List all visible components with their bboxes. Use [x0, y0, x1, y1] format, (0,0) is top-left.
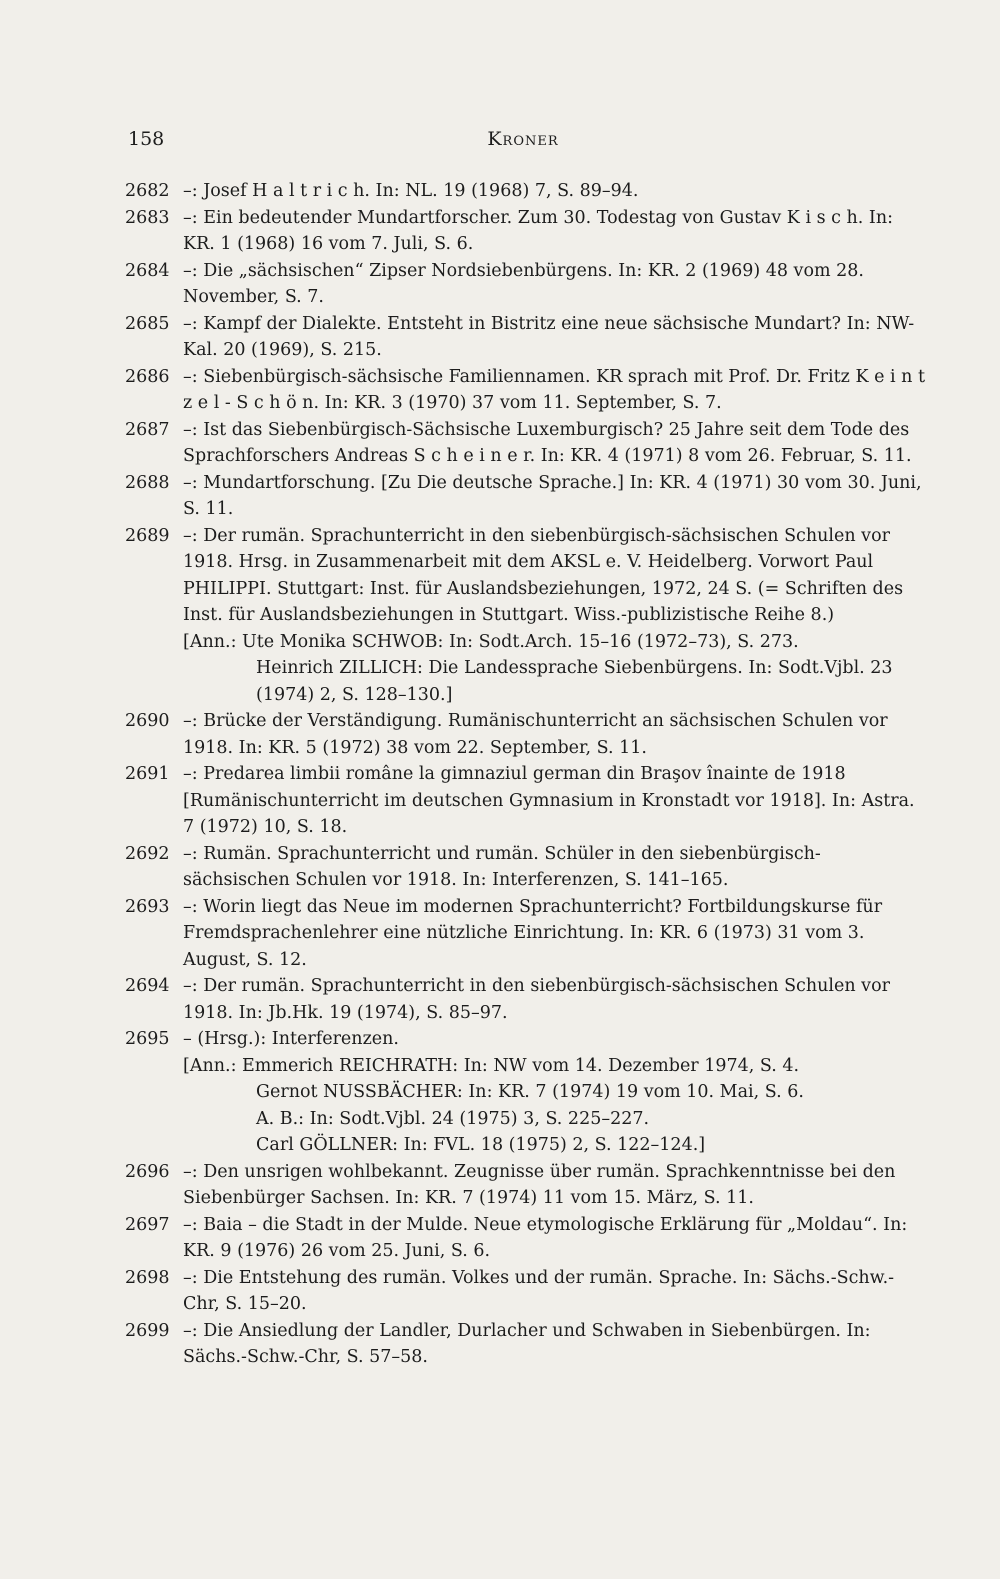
- entry-text: –: Baia – die Stadt in der Mulde. Neue etymologische Erklärung für „Moldau“. In: KR. 9 (1976) 26 vom 25. Juni, S. 6.: [183, 1214, 908, 1261]
- bibliography-entry: [125, 311, 927, 364]
- entry-number: 2684: [125, 260, 170, 281]
- entry-number: 2691: [125, 764, 170, 784]
- bibliography-entry: [125, 178, 927, 205]
- annotation-line: Gernot NUSSBÄCHER: In: KR. 7 (1974) 19 vom 10. Mai, S. 6.: [256, 1082, 804, 1102]
- entry-text: –: Den unsrigen wohlbekannt. Zeugnisse über rumän. Sprachkenntnisse bei den Siebenbürger Sachsen. In: KR. 7 (1974) 11 vom 15. März, S. 11.: [183, 1161, 896, 1208]
- annotation-block: [125, 629, 927, 709]
- entry-number: 2683: [125, 207, 170, 228]
- entry-number: 2688: [125, 472, 170, 493]
- entry-number: 2685: [125, 313, 170, 334]
- bibliography-entry: [125, 1026, 927, 1053]
- annotation-line: A. B.: In: Sodt.Vjbl. 24 (1975) 3, S. 225–227.: [256, 1108, 650, 1129]
- bibliography-entry: [125, 1212, 927, 1265]
- entry-text: –: Siebenbürgisch-sächsische Familiennamen. KR sprach mit Prof. Dr. Fritz K e i n t z e l - S c h ö n. In: KR. 3 (1970) 37 vom 11. September, S. 7.: [183, 366, 926, 413]
- bibliography-entry: [125, 1265, 927, 1318]
- annotation-line: Carl GÖLLNER: In: FVL. 18 (1975) 2, S. 122–124.]: [256, 1135, 706, 1155]
- entry-text: –: Die „sächsischen“ Zipser Nordsiebenbürgens. In: KR. 2 (1969) 48 vom 28. November, S. 7.: [183, 260, 864, 307]
- bibliography-entry: [125, 205, 927, 258]
- bibliography-entry: [125, 523, 927, 629]
- page-number: 158: [128, 128, 165, 150]
- entry-number: 2687: [125, 419, 170, 440]
- entry-text: –: Ein bedeutender Mundartforscher. Zum 30. Todestag von Gustav K i s c h. In: KR. 1 (1968) 16 vom 7. Juli, S. 6.: [183, 207, 893, 254]
- entry-text: –: Der rumän. Sprachunterricht in den siebenbürgisch-sächsischen Schulen vor 1918. In: Jb.Hk. 19 (1974), S. 85–97.: [183, 976, 890, 1023]
- bibliography-entry: [125, 364, 927, 417]
- entry-number: 2699: [125, 1320, 170, 1341]
- annotation-block: [125, 1053, 927, 1159]
- entry-number: 2682: [125, 181, 170, 201]
- bibliography-entry: [125, 761, 927, 841]
- annotation-line: [Ann.: Emmerich REICHRATH: In: NW vom 14. Dezember 1974, S. 4.: [183, 1055, 800, 1076]
- page-header: [128, 128, 918, 158]
- annotation-line: Heinrich ZILLICH: Die Landessprache Siebenbürgens. In: Sodt.Vjbl. 23 (1974) 2, S. 128–130.]: [256, 658, 893, 705]
- entry-text: –: Josef H a l t r i c h. In: NL. 19 (1968) 7, S. 89–94.: [183, 181, 639, 201]
- bibliography-entry: [125, 1159, 927, 1212]
- bibliography-entry: [125, 258, 927, 311]
- entry-text: – (Hrsg.): Interferenzen.: [183, 1029, 399, 1049]
- entry-text: –: Kampf der Dialekte. Entsteht in Bistritz eine neue sächsische Mundart? In: NW-Kal. 20 (1969), S. 215.: [183, 313, 915, 360]
- entry-number: 2692: [125, 843, 170, 864]
- entry-text: –: Worin liegt das Neue im modernen Sprachunterricht? Fortbildungskurse für Fremdsprachenlehrer eine nützliche Einrichtung. In: KR. 6 (1973) 31 vom 3. August, S. 12.: [183, 896, 883, 970]
- running-head: Kroner: [487, 128, 559, 150]
- entry-text: –: Mundartforschung. [Zu Die deutsche Sprache.] In: KR. 4 (1971) 30 vom 30. Juni, S. 11.: [183, 472, 922, 519]
- bibliography-entry: [125, 708, 927, 761]
- entry-text: –: Die Ansiedlung der Landler, Durlacher und Schwaben in Siebenbürgen. In: Sächs.-Schw.-Chr, S. 57–58.: [183, 1320, 871, 1367]
- bibliography-entry: [125, 841, 927, 894]
- entry-number: 2686: [125, 366, 170, 387]
- bibliography-entry: [125, 1318, 927, 1371]
- bibliography-entry: [125, 894, 927, 974]
- entry-list: [125, 178, 927, 1371]
- entry-number: 2693: [125, 896, 170, 917]
- bibliography-entry: [125, 417, 927, 470]
- entry-text: –: Predarea limbii române la gimnaziul german din Braşov înainte de 1918 [Rumänischunterricht im deutschen Gymnasium in Kronstadt vor 1918]. In: Astra. 7 (1972) 10, S. 18.: [183, 764, 915, 837]
- entry-number: 2696: [125, 1161, 170, 1182]
- bibliography-entry: [125, 973, 927, 1026]
- entry-number: 2689: [125, 525, 170, 546]
- annotation-line: [Ann.: Ute Monika SCHWOB: In: Sodt.Arch. 15–16 (1972–73), S. 273.: [183, 631, 799, 652]
- entry-text: –: Brücke der Verständigung. Rumänischunterricht an sächsischen Schulen vor 1918. In: KR. 5 (1972) 38 vom 22. September, S. 11.: [183, 711, 888, 758]
- entry-number: 2694: [125, 976, 170, 996]
- entry-text: –: Rumän. Sprachunterricht und rumän. Schüler in den siebenbürgisch-sächsischen Schulen vor 1918. In: Interferenzen, S. 141–165.: [183, 843, 821, 890]
- entry-number: 2690: [125, 711, 170, 731]
- bibliography-entry: [125, 470, 927, 523]
- entry-text: –: Ist das Siebenbürgisch-Sächsische Luxemburgisch? 25 Jahre seit dem Tode des Sprachforschers Andreas S c h e i n e r. In: KR. 4 (1971) 8 vom 26. Februar, S. 11.: [183, 419, 912, 466]
- entry-number: 2697: [125, 1214, 170, 1235]
- entry-number: 2695: [125, 1029, 170, 1049]
- entry-number: 2698: [125, 1267, 170, 1288]
- entry-text: –: Die Entstehung des rumän. Volkes und der rumän. Sprache. In: Sächs.-Schw.-Chr, S. 15–20.: [183, 1267, 895, 1314]
- entry-text: –: Der rumän. Sprachunterricht in den siebenbürgisch-sächsischen Schulen vor 1918. Hrsg. in Zusammenarbeit mit dem AKSL e. V. Heidelberg. Vorwort Paul PHILIPPI. Stuttgart: Inst. für Auslandsbeziehungen, 1972, 24 S. (= Schriften des Inst. für Auslandsbeziehungen in Stuttgart. Wiss.-publizistische Reihe 8.): [183, 525, 904, 625]
